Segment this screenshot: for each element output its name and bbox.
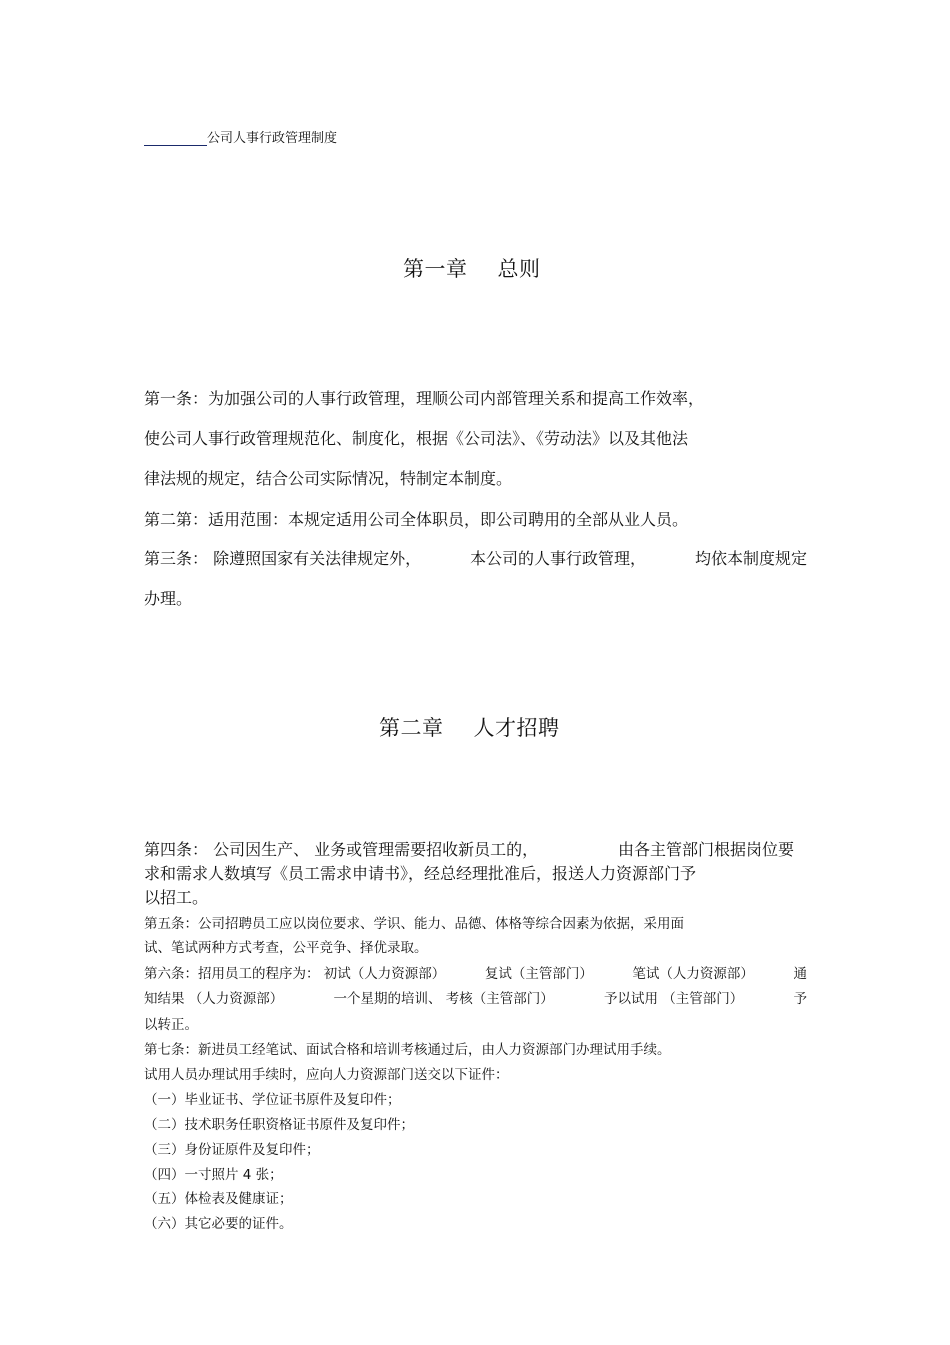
- article-6-step-4: 通: [793, 966, 807, 982]
- article-3-line-2: 办理。: [144, 589, 193, 608]
- article-6-step-5: 知结果 （人力资源部）: [144, 991, 284, 1007]
- article-4-part-2: 由各主管部门根据岗位要: [617, 840, 794, 859]
- article-1-line-2: 使公司人事行政管理规范化、制度化，根据《公司法》、《劳动法》以及其他法: [144, 429, 689, 448]
- article-6-step-7: 予以试用 （主管部门）: [604, 991, 744, 1007]
- article-3-line-1: [144, 546, 807, 569]
- chapter-2-number: 第二章: [379, 716, 444, 740]
- document-list-item-6: （六）其它必要的证件。: [144, 1216, 293, 1232]
- article-5-line-2: 试、笔试两种方式考查，公平竞争、择优录取。: [144, 940, 428, 956]
- article-6-line-1: [144, 962, 807, 982]
- document-title: 公司人事行政管理制度: [207, 131, 338, 146]
- article-5-line-1: 第五条：公司招聘员工应以岗位要求、学识、能力、品德、体格等综合因素为依据，采用面: [144, 916, 684, 932]
- article-4-line-1: [144, 837, 794, 860]
- article-7-line-1: 第七条：新进员工经笔试、面试合格和培训考核通过后，由人力资源部门办理试用手续。: [144, 1042, 671, 1058]
- chapter-2-heading: [379, 712, 560, 742]
- article-6-step-1: 第六条：招用员工的程序为： 初试（人力资源部）: [144, 966, 446, 982]
- article-6-line-2: [144, 987, 807, 1007]
- article-3-part-3: 均依本制度规定: [694, 549, 807, 568]
- article-3-part-1: 第三条： 除遵照国家有关法律规定外，: [144, 549, 422, 568]
- article-4-line-2: 求和需求人数填写《员工需求申请书》，经总经理批准后，报送人力资源部门予: [144, 864, 697, 883]
- article-6-step-8: 予: [793, 991, 807, 1007]
- article-1-line-1: 第一条：为加强公司的人事行政管理，理顺公司内部管理关系和提高工作效率，: [144, 389, 705, 408]
- article-7-line-2: 试用人员办理试用手续时，应向人力资源部门送交以下证件：: [144, 1067, 509, 1083]
- document-list-item-4: （四）一寸照片 4 张；: [144, 1167, 283, 1183]
- document-list-item-3: （三）身份证原件及复印件；: [144, 1142, 320, 1158]
- article-1-line-3: 律法规的规定，结合公司实际情况，特制定本制度。: [144, 469, 513, 488]
- document-list-item-1: （一）毕业证书、学位证书原件及复印件；: [144, 1092, 401, 1108]
- chapter-1-name: 总则: [497, 257, 541, 281]
- article-6-step-3: 笔试（人力资源部）: [632, 966, 754, 982]
- document-list-item-5: （五）体检表及健康证；: [144, 1191, 293, 1207]
- article-6-step-2: 复试（主管部门）: [484, 966, 593, 982]
- document-list-item-2: （二）技术职务任职资格证书原件及复印件；: [144, 1117, 414, 1133]
- chapter-1-heading: [403, 253, 541, 283]
- header-underline: [144, 145, 207, 146]
- article-3-part-2: 本公司的人事行政管理，: [470, 549, 647, 568]
- article-4-part-1: 第四条： 公司因生产、 业务或管理需要招收新员工的，: [144, 840, 539, 859]
- article-6-line-3: 以转正。: [144, 1017, 198, 1033]
- article-6-step-6: 一个星期的培训、 考核（主管部门）: [333, 991, 554, 1007]
- chapter-1-number: 第一章: [403, 257, 468, 281]
- chapter-2-name: 人才招聘: [473, 716, 560, 740]
- article-2-line-1: 第二第：适用范围：本规定适用公司全体职员，即公司聘用的全部从业人员。: [144, 510, 689, 529]
- article-4-line-3: 以招工。: [144, 888, 209, 907]
